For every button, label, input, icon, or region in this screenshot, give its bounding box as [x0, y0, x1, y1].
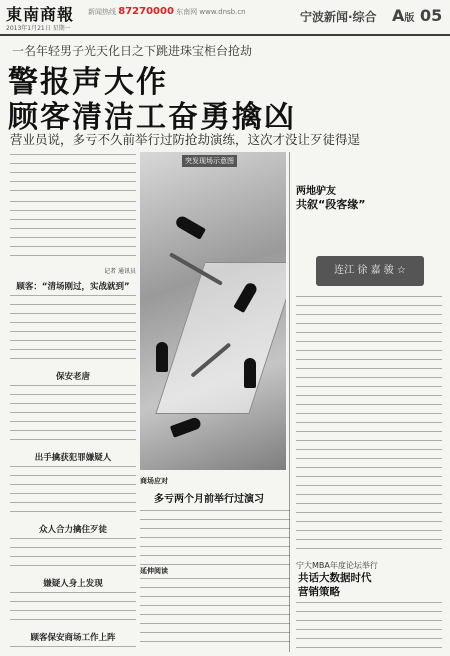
right-headline-2a: 共话大数据时代	[298, 572, 372, 584]
center-tag: 商场应对	[140, 477, 168, 485]
page-digits: 05	[419, 6, 443, 25]
lead-paragraph	[10, 385, 136, 446]
center-body-2	[140, 576, 290, 646]
center-lower-article	[140, 474, 290, 654]
cleaner-figure	[244, 358, 256, 388]
right-headline-2b: 营销策略	[298, 586, 340, 598]
right-headline-pre: 宁大MBA年度论坛举行	[296, 561, 378, 570]
right-body	[296, 294, 442, 552]
lead-subhead-2: 出手擒获犯罪嫌疑人	[34, 453, 112, 463]
masthead: 東南商報	[6, 5, 75, 24]
stamp-graphic: 连江 徐 嘉 骏 ☆	[316, 256, 424, 286]
hotline-label: 新闻热线	[88, 8, 116, 16]
lead-paragraph	[10, 538, 136, 572]
lead-headline-1: 警报声大作	[8, 65, 168, 100]
lead-paragraph	[10, 646, 136, 652]
lead-subhead-1: 保安老唐	[55, 372, 90, 382]
lead-headline-2: 顾客清洁工奋勇擒凶	[8, 100, 296, 135]
scene-diagram-photo	[140, 152, 286, 470]
page-suffix: 版	[404, 13, 415, 24]
section-title: 宁波新闻·综合	[300, 10, 377, 24]
lead-subhead-0: 顾客：“清场刚过，实战就到”	[16, 282, 130, 292]
site-url: www.dnsb.cn	[199, 8, 246, 16]
date-line: 2013年1月21日 星期一	[6, 25, 71, 32]
page-header	[0, 0, 450, 36]
right-headline-2: 共叙“段客缘”	[296, 198, 366, 211]
byline: 记者 通讯员	[104, 268, 136, 275]
lead-subhead-5: 顾客保安商场工作上阵	[30, 633, 116, 643]
suspect-figure	[174, 214, 206, 239]
hotline-number: 87270000	[118, 6, 174, 17]
lead-paragraph	[10, 466, 136, 518]
lead-subhead: 营业员说，多亏不久前举行过防抢劫演练，这次才没让歹徒得逞	[10, 132, 361, 147]
right-headline-1: 两地驴友	[296, 186, 336, 197]
right-body-2	[296, 600, 442, 652]
lead-paragraph	[10, 295, 136, 365]
lead-paragraph	[10, 201, 136, 262]
page-number	[392, 6, 442, 25]
page-letter: A	[392, 6, 405, 25]
hotline-line	[88, 6, 246, 17]
lead-paragraph	[10, 154, 136, 197]
center-tag-2: 延伸阅读	[140, 567, 168, 575]
lead-subhead-4: 嫌疑人身上发现	[43, 579, 103, 589]
center-headline: 多亏两个月前举行过演习	[154, 494, 264, 505]
right-column	[292, 152, 446, 652]
center-body	[140, 508, 290, 570]
customer-figure	[156, 342, 168, 372]
site-label: 东南网	[176, 8, 198, 16]
lead-paragraph	[10, 592, 136, 626]
lead-column	[10, 152, 136, 652]
tackled-figure	[170, 416, 202, 438]
lead-kicker: 一名年轻男子光天化日之下跳进珠宝柜台抢劫	[12, 44, 253, 58]
photo-label: 突发现场示意图	[182, 155, 237, 167]
lead-subhead-3: 众人合力擒住歹徒	[38, 525, 107, 535]
